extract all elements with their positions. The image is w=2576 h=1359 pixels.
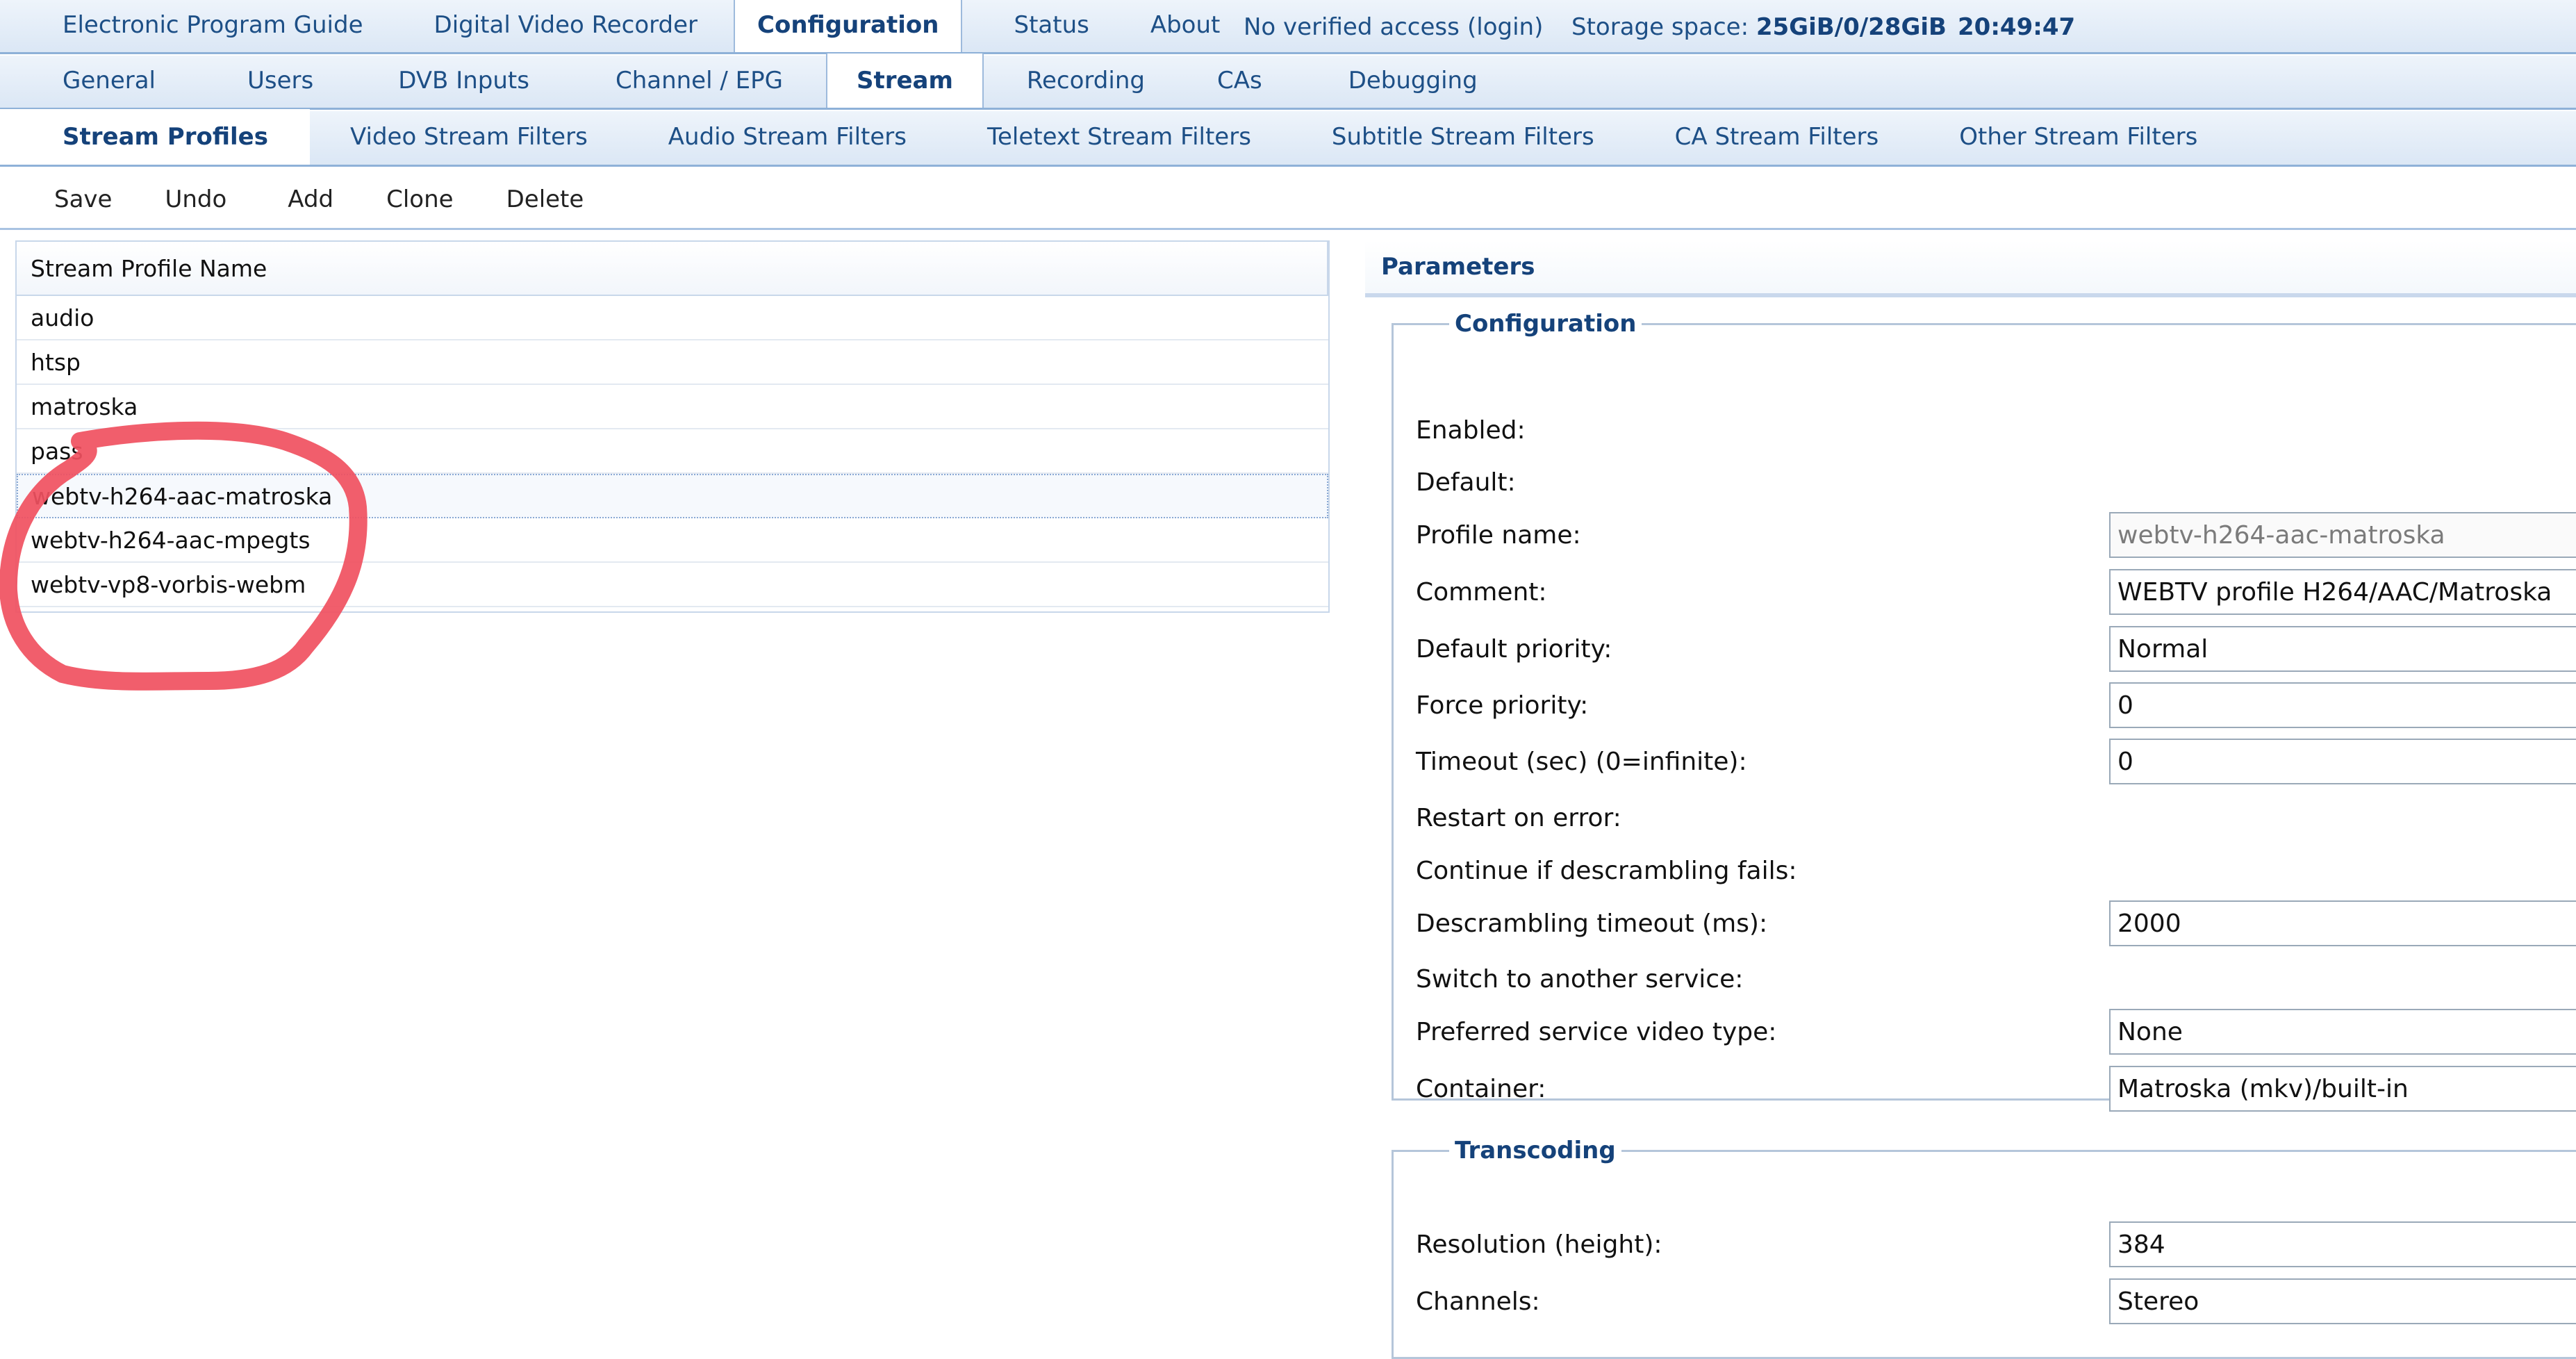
tab-stream-profiles[interactable]: Stream Profiles bbox=[0, 109, 310, 165]
save-button[interactable]: Save bbox=[54, 185, 113, 213]
tab-about[interactable]: About bbox=[1150, 11, 1221, 39]
transcoding-legend: Transcoding bbox=[1455, 1137, 1616, 1164]
comment-row bbox=[1394, 568, 2576, 616]
login-link[interactable]: (login) bbox=[1467, 13, 1544, 41]
descrambling-timeout-row bbox=[1394, 899, 2576, 948]
resolution-field[interactable]: 384 bbox=[2109, 1221, 2576, 1267]
tab-video-stream-filters[interactable]: Video Stream Filters bbox=[349, 123, 588, 151]
tab-cas[interactable]: CAs bbox=[1216, 67, 1262, 94]
table-row[interactable]: htsp bbox=[17, 340, 1328, 385]
comment-field[interactable]: WEBTV profile H264/AAC/Matroska bbox=[2109, 569, 2576, 615]
channels-label: Channels: bbox=[1416, 1287, 1540, 1316]
container-row bbox=[1394, 1064, 2576, 1113]
parameters-title: Parameters bbox=[1365, 240, 2576, 297]
grid-header-profile-name[interactable]: Stream Profile Name bbox=[17, 242, 1328, 296]
tab-electronic-program-guide[interactable]: Electronic Program Guide bbox=[63, 11, 363, 39]
descrambling-timeout-label: Descrambling timeout (ms): bbox=[1416, 909, 1768, 938]
tab-subtitle-stream-filters[interactable]: Subtitle Stream Filters bbox=[1331, 123, 1594, 151]
clone-button[interactable]: Clone bbox=[386, 185, 454, 213]
transcoding-group bbox=[1392, 1137, 2576, 1359]
tab-channel-epg[interactable]: Channel / EPG bbox=[615, 67, 783, 94]
default-label: Default: bbox=[1416, 468, 1516, 497]
access-status: No verified access bbox=[1244, 13, 1460, 41]
enabled-row bbox=[1394, 406, 2576, 454]
continue-descrambling-label: Continue if descrambling fails: bbox=[1416, 856, 1797, 885]
preferred-video-row bbox=[1394, 1007, 2576, 1056]
tab-dvb-inputs[interactable]: DVB Inputs bbox=[398, 67, 529, 94]
config-tabbar bbox=[0, 56, 2576, 110]
timeout-row bbox=[1394, 737, 2576, 786]
tab-debugging[interactable]: Debugging bbox=[1348, 67, 1478, 94]
tab-digital-video-recorder[interactable]: Digital Video Recorder bbox=[434, 11, 698, 39]
tab-stream[interactable]: Stream bbox=[826, 53, 984, 108]
clock: 20:49:47 bbox=[1958, 13, 2076, 41]
continue-row bbox=[1394, 846, 2576, 895]
stream-profile-grid bbox=[15, 240, 1330, 613]
force-priority-field[interactable]: 0 bbox=[2109, 682, 2576, 728]
switch-service-label: Switch to another service: bbox=[1416, 964, 1744, 994]
parameters-panel bbox=[1365, 240, 2576, 1316]
profile-name-field: webtv-h264-aac-matroska bbox=[2109, 512, 2576, 558]
delete-button[interactable]: Delete bbox=[506, 185, 584, 213]
default-row bbox=[1394, 458, 2576, 506]
priority-row bbox=[1394, 625, 2576, 673]
preferred-video-type-label: Preferred service video type: bbox=[1416, 1017, 1777, 1046]
storage-info bbox=[1571, 0, 1947, 54]
timeout-label: Timeout (sec) (0=infinite): bbox=[1416, 747, 1747, 776]
table-row[interactable]: audio bbox=[17, 296, 1328, 340]
force-priority-label: Force priority: bbox=[1416, 691, 1589, 720]
container-select[interactable]: Matroska (mkv)/built-in bbox=[2109, 1066, 2576, 1112]
storage-label: Storage space: bbox=[1571, 13, 1749, 41]
table-row[interactable]: webtv-h264-aac-mpegts bbox=[17, 518, 1328, 563]
stream-tabbar bbox=[0, 111, 2576, 167]
tab-configuration[interactable]: Configuration bbox=[734, 0, 962, 52]
comment-label: Comment: bbox=[1416, 577, 1547, 607]
enabled-label: Enabled: bbox=[1416, 415, 1526, 445]
tab-status[interactable]: Status bbox=[1014, 11, 1089, 39]
tab-general[interactable]: General bbox=[63, 67, 156, 94]
tab-users[interactable]: Users bbox=[247, 67, 314, 94]
table-row[interactable]: matroska bbox=[17, 385, 1328, 429]
restart-on-error-label: Restart on error: bbox=[1416, 803, 1621, 832]
toolbar bbox=[0, 170, 2576, 230]
timeout-field[interactable]: 0 bbox=[2109, 739, 2576, 784]
storage-value: 25GiB/0/28GiB bbox=[1756, 13, 1947, 41]
default-priority-label: Default priority: bbox=[1416, 634, 1612, 664]
configuration-legend: Configuration bbox=[1455, 310, 1637, 338]
container-label: Container: bbox=[1416, 1074, 1546, 1103]
channels-row bbox=[1394, 1277, 2576, 1326]
table-row[interactable]: webtv-vp8-vorbis-webm bbox=[17, 563, 1328, 607]
add-button[interactable]: Add bbox=[288, 185, 334, 213]
resolution-row bbox=[1394, 1220, 2576, 1269]
tab-ca-stream-filters[interactable]: CA Stream Filters bbox=[1674, 123, 1879, 151]
descrambling-timeout-field[interactable]: 2000 bbox=[2109, 900, 2576, 946]
undo-button[interactable]: Undo bbox=[165, 185, 227, 213]
table-row-selected[interactable]: webtv-h264-aac-matroska bbox=[17, 474, 1328, 518]
profile-name-label: Profile name: bbox=[1416, 520, 1581, 550]
channels-select[interactable]: Stereo bbox=[2109, 1278, 2576, 1324]
restart-row bbox=[1394, 793, 2576, 842]
resolution-label: Resolution (height): bbox=[1416, 1230, 1662, 1259]
profile-name-row bbox=[1394, 511, 2576, 559]
tab-teletext-stream-filters[interactable]: Teletext Stream Filters bbox=[986, 123, 1251, 151]
tab-recording[interactable]: Recording bbox=[1026, 67, 1145, 94]
table-row[interactable]: pass bbox=[17, 429, 1328, 474]
force-priority-row bbox=[1394, 681, 2576, 730]
switch-service-row bbox=[1394, 955, 2576, 1003]
tab-other-stream-filters[interactable]: Other Stream Filters bbox=[1959, 123, 2198, 151]
configuration-group bbox=[1392, 310, 2576, 1101]
tab-audio-stream-filters[interactable]: Audio Stream Filters bbox=[668, 123, 907, 151]
default-priority-select[interactable]: Normal bbox=[2109, 626, 2576, 672]
preferred-video-type-select[interactable]: None bbox=[2109, 1009, 2576, 1055]
